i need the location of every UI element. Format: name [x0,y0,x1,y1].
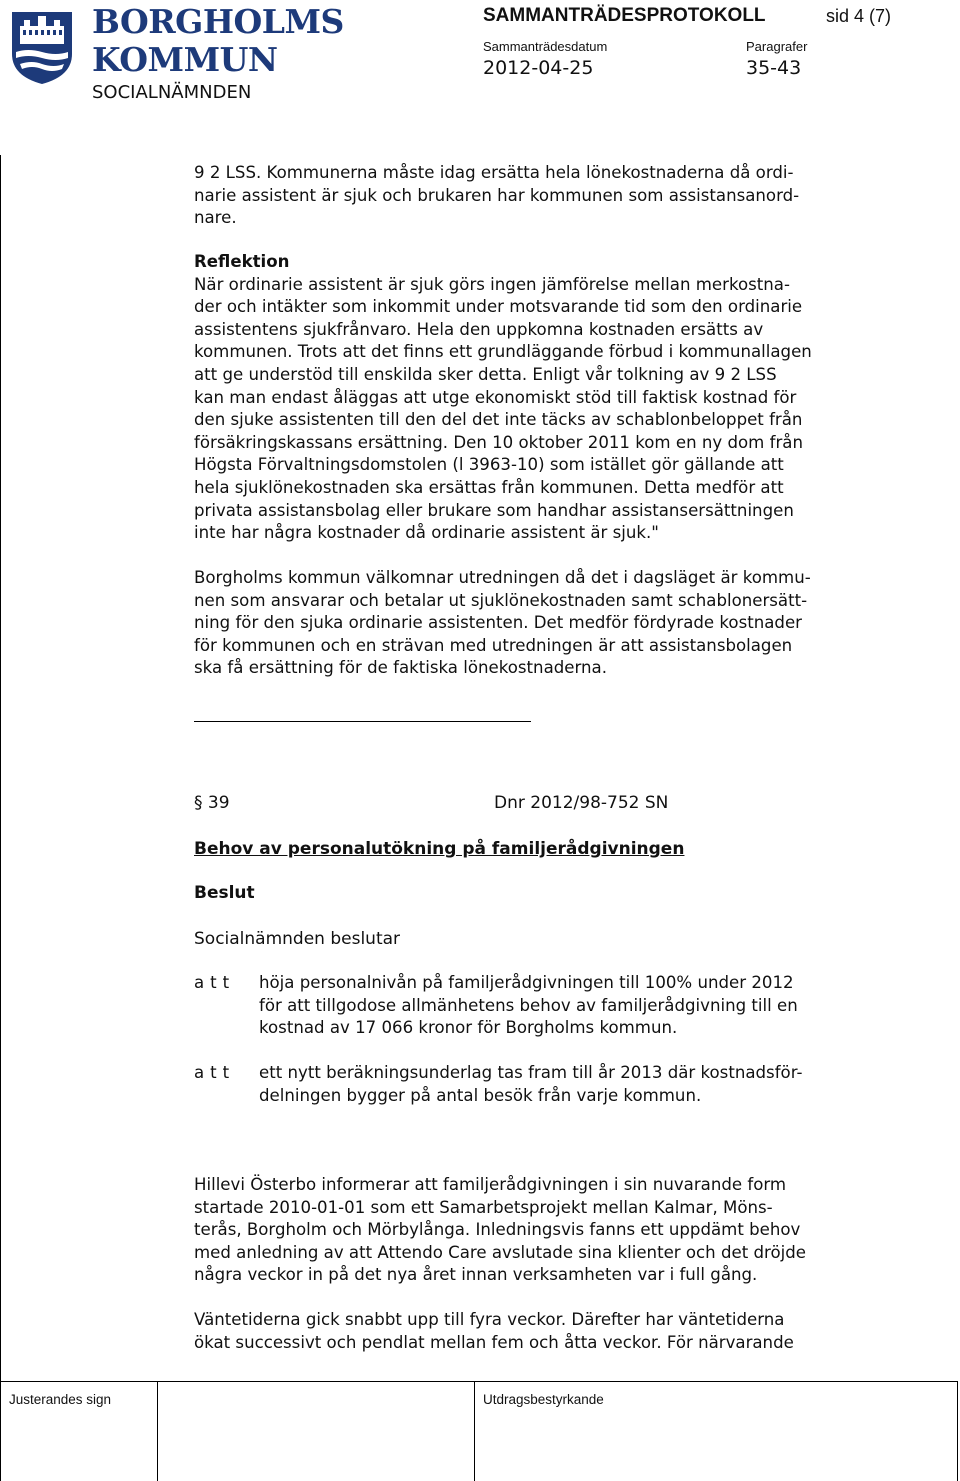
section-separator [194,721,531,722]
info-line: Hillevi Österbo informerar att familjerådgivningen i sin nuvarande form [194,1175,787,1194]
reflektion-heading: Reflektion [194,252,290,271]
reflektion-line: hela sjuklönekostnaden ska ersättas från kommunen. Detta medför att [194,478,784,497]
welcome-line: Borgholms kommun välkomnar utredningen då det i dagsläget är kommu- [194,568,811,587]
footer-separator-left [157,1381,158,1481]
decision-line: ett nytt beräkningsunderlag tas fram till år 2013 där kostnadsför- [259,1063,803,1082]
intro-line: narie assistent är sjuk och brukaren har kommunen som assistansanord- [194,185,800,205]
welcome-line: ska få ersättning för de faktiska lönekostnaderna. [194,658,607,678]
wait-line: Väntetiderna gick snabbt upp till fyra veckor. Därefter har väntetiderna [194,1310,785,1329]
paragraphs-value: 35-43 [746,57,802,79]
footer-certification-label: Utdragsbestyrkande [483,1392,604,1407]
page-indicator: sid 4 (7) [826,6,892,26]
document-title: SAMMANTRÄDESPROTOKOLL [483,5,766,26]
decision-line: höja personalnivån på familjerådgivningen till 100% under 2012 [259,973,794,992]
reflektion-line: kan man endast åläggas att utge ekonomiskt stöd till faktisk kostnad för [194,387,797,407]
logo-text-line1: BORGHOLMS [92,2,344,41]
info-line: några veckor in på det nya året innan verksamheten var i full gång. [194,1265,758,1285]
section-title: Behov av personalutökning på familjerådgivningen [194,839,685,859]
paragraph-sign-icon: § [194,793,208,813]
reflektion-line: att ge understöd till enskilda sker detta. Enligt vår tolkning av 9 2 LSS [194,365,777,384]
wait-line: ökat successivt och pendlat mellan fem och åtta veckor. För närvarande [194,1332,794,1352]
reflektion-line: kommunen. Trots att det finns ett grundläggande förbud i kommunallagen [194,342,812,362]
reflektion-line: privata assistansbolag eller brukare som handhar assistansersättningen [194,500,794,520]
intro-line: nare. [194,208,237,228]
section-dnr: Dnr 2012/98-752 SN [494,793,669,813]
welcome-line: nen som ansvarar och betalar ut sjuklönekostnaden samt schablonersätt- [194,590,808,610]
footer-separator-right [957,1381,958,1481]
info-line: med anledning av att Attendo Care avslutade sina klienter och det dröjde [194,1242,806,1262]
decision-label: att [194,973,236,992]
department-name: SOCIALNÄMNDEN [92,82,252,103]
reflektion-line: assistentens sjukfrånvaro. Hela den uppkomna kostnaden ersätts av [194,319,764,339]
reflektion-line: försäkringskassans ersättning. Den 10 oktober 2011 kom en ny dom från [194,432,803,452]
decision-label: att [194,1063,236,1082]
footer-separator-mid [474,1381,475,1481]
reflektion-line: den sjuke assistenten till den del det inte täcks av schablonbeloppet från [194,410,803,430]
info-line: startade 2010-01-01 som ett Samarbetsprojekt mellan Kalmar, Möns- [194,1197,773,1217]
info-line: terås, Borgholm och Mörbylånga. Inledningsvis fanns ett uppdämt behov [194,1220,801,1240]
footer-sign-label: Justerandes sign [9,1392,112,1407]
welcome-line: för kommunen och en strävan med utredningen är att assistansbolagen [194,635,793,655]
reflektion-line: När ordinarie assistent är sjuk görs ingen jämförelse mellan merkostna- [194,274,790,294]
reflektion-line: inte har några kostnader då ordinarie assistent är sjuk." [194,523,659,543]
paragraphs-label: Paragrafer [746,39,808,54]
date-value: 2012-04-25 [483,57,594,79]
reflektion-line: Högsta Förvaltningsdomstolen (l 3963-10) som istället gör gällande att [194,455,784,475]
beslut-heading: Beslut [194,883,255,903]
beslut-intro: Socialnämnden beslutar [194,929,401,949]
decision-line: kostnad av 17 066 kronor för Borgholms kommun. [259,1018,678,1038]
decision-line: för att tillgodose allmänhetens behov av familjerådgivning till en [259,995,798,1015]
welcome-line: ning för den sjuka ordinarie assistenten. Det medför fördyrade kostnader [194,613,802,633]
reflektion-line: der och intäkter som inkommit under motsvarande tid som den ordinarie [194,297,803,317]
date-label: Sammanträdesdatum [483,39,608,54]
footer-divider [0,1381,957,1382]
municipality-emblem-icon [10,8,74,86]
section-number: § 39 [194,793,230,813]
logo-text-line2: KOMMUN [92,40,278,79]
intro-line: 9 2 LSS. Kommunerna måste idag ersätta hela lönekostnaderna då ordi- [194,163,794,182]
decision-line: delningen bygger på antal besök från varje kommun. [259,1085,702,1105]
left-margin-line [0,155,1,1481]
